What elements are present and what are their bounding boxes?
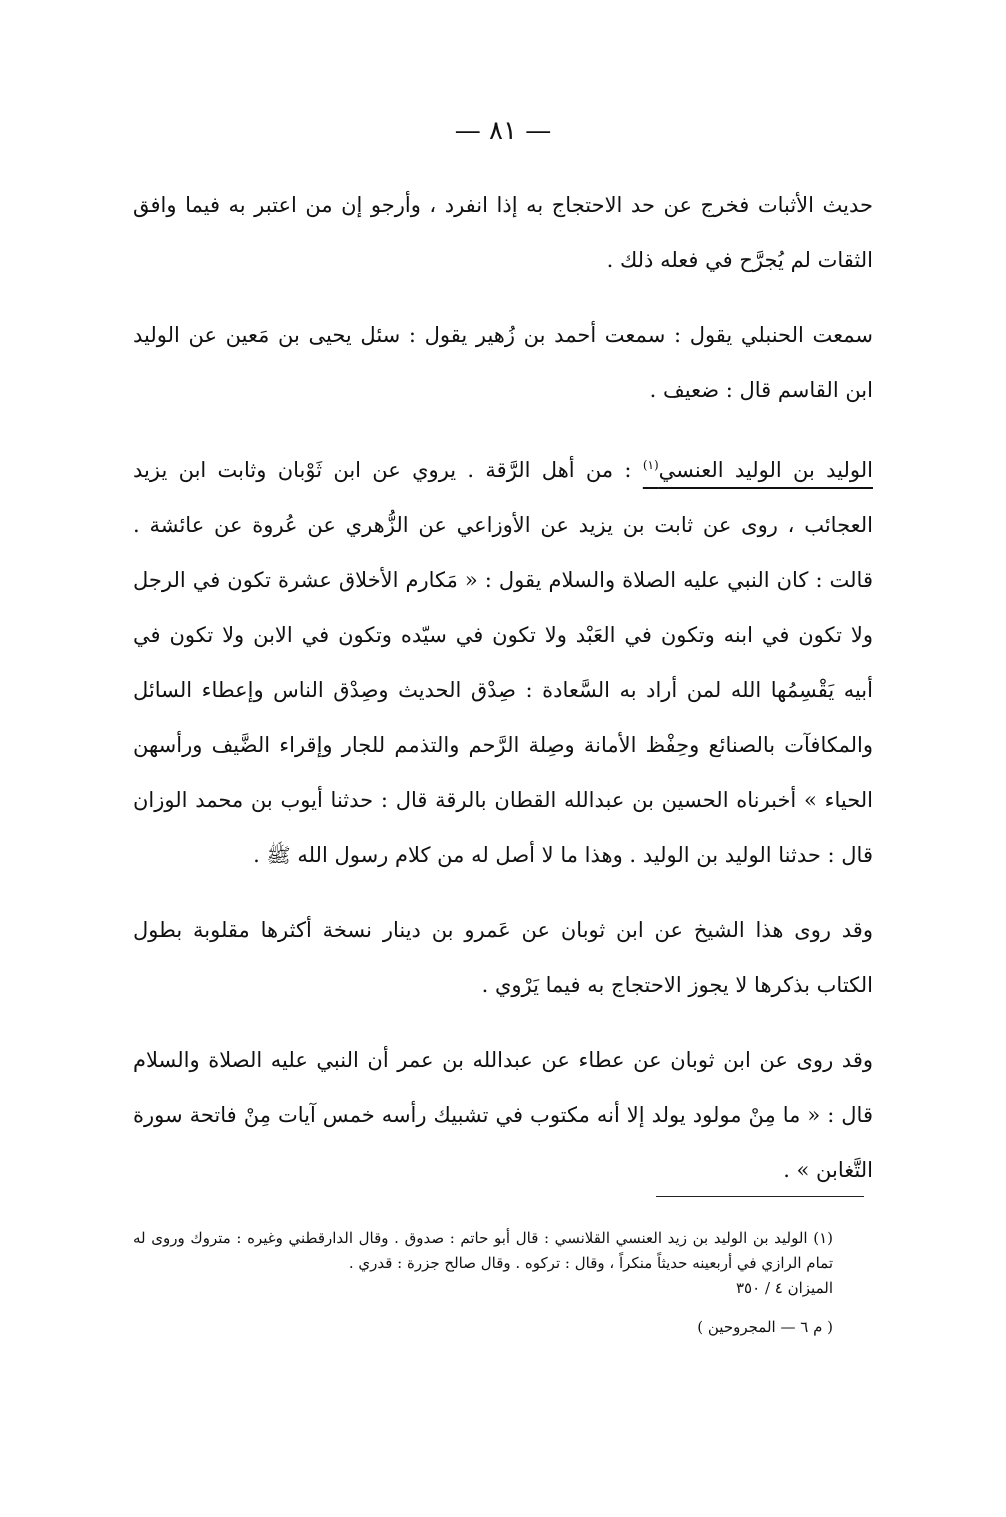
- footnote-source: الميزان ٤ / ٣٥٠: [736, 1279, 833, 1297]
- paragraph-1: حديث الأثبات فخرج عن حد الاحتجاج به إذا انفرد ، وأرجو إن من اعتبر به فيما وافق الثقات لم يُجرَّح في فعله ذلك .: [133, 193, 873, 272]
- book-signature: ( م ٦ — المجروحين ): [697, 1318, 833, 1336]
- page-number: — ٨١ —: [454, 116, 552, 146]
- salutation-glyph: ﷺ: [266, 843, 291, 867]
- main-text: [133, 178, 873, 1198]
- footnotes: [133, 1226, 833, 1340]
- paragraph-5: وقد روى عن ابن ثوبان عن عطاء عن عبدالله بن عمر أن النبي عليه الصلاة والسلام قال : « ما مِنْ مولود يولد إلا أنه مكتوب في تشبيك رأسه خمس آيات مِنْ فاتحة سورة التَّغابن » .: [133, 1048, 873, 1182]
- entry-end: .: [253, 843, 260, 867]
- paragraph-4: وقد روى هذا الشيخ عن ابن ثوبان عن عَمرو بن دينار نسخة أكثرها مقلوبة بطول الكتاب بذكرها لا يجوز الاحتجاج به فيما يَرْوي .: [133, 918, 873, 997]
- entry-text: : من أهل الرَّقة . يروي عن ابن ثَوْبان وثابت ابن يزيد العجائب ، روى عن ثابت بن يزيد عن الأوزاعي عن الزُّهري عن عُروة عن عائشة . قالت : كان النبي عليه الصلاة والسلام يقول : « مَكارم الأخلاق عشرة تكون في الرجل ولا تكون في ابنه وتكون في العَبْد ولا تكون في سيّده وتكون في الابن ولا تكون في أبيه يَقْسِمُها الله لمن أراد به السَّعادة : صِدْق الحديث وصِدْق الناس وإعطاء السائل والمكافآت بالصنائع وحِفْظ الأمانة وصِلة الرَّحم والتذمم للجار وإقراء الضَّيف ورأسهن الحياء » أخبرناه الحسين بن عبدالله القطان بالرقة قال : حدثنا أيوب بن محمد الوزان قال : حدثنا الوليد بن الوليد . وهذا ما لا أصل له من كلام رسول الله: [133, 458, 873, 867]
- entry-heading-name: الوليد بن الوليد العنسي: [658, 458, 873, 482]
- footnote-1: (١) الوليد بن الوليد بن زيد العنسي القلانسي : قال أبو حاتم : صدوق . وقال الدارقطني وغيره : متروك وروى له تمام الرازي في أربعينه حديثاً منكراً ، وقال : تركوه . وقال صالح جزرة : قدري .: [133, 1229, 833, 1272]
- paragraph-entry-walid: [133, 438, 873, 883]
- entry-heading: [643, 458, 873, 482]
- paragraph-2: سمعت الحنبلي يقول : سمعت أحمد بن زُهير يقول : سئل يحيى بن مَعين عن الوليد ابن القاسم قال : ضعيف .: [133, 323, 873, 402]
- footnote-marker: (١): [642, 458, 659, 472]
- footnote-divider: [656, 1196, 864, 1197]
